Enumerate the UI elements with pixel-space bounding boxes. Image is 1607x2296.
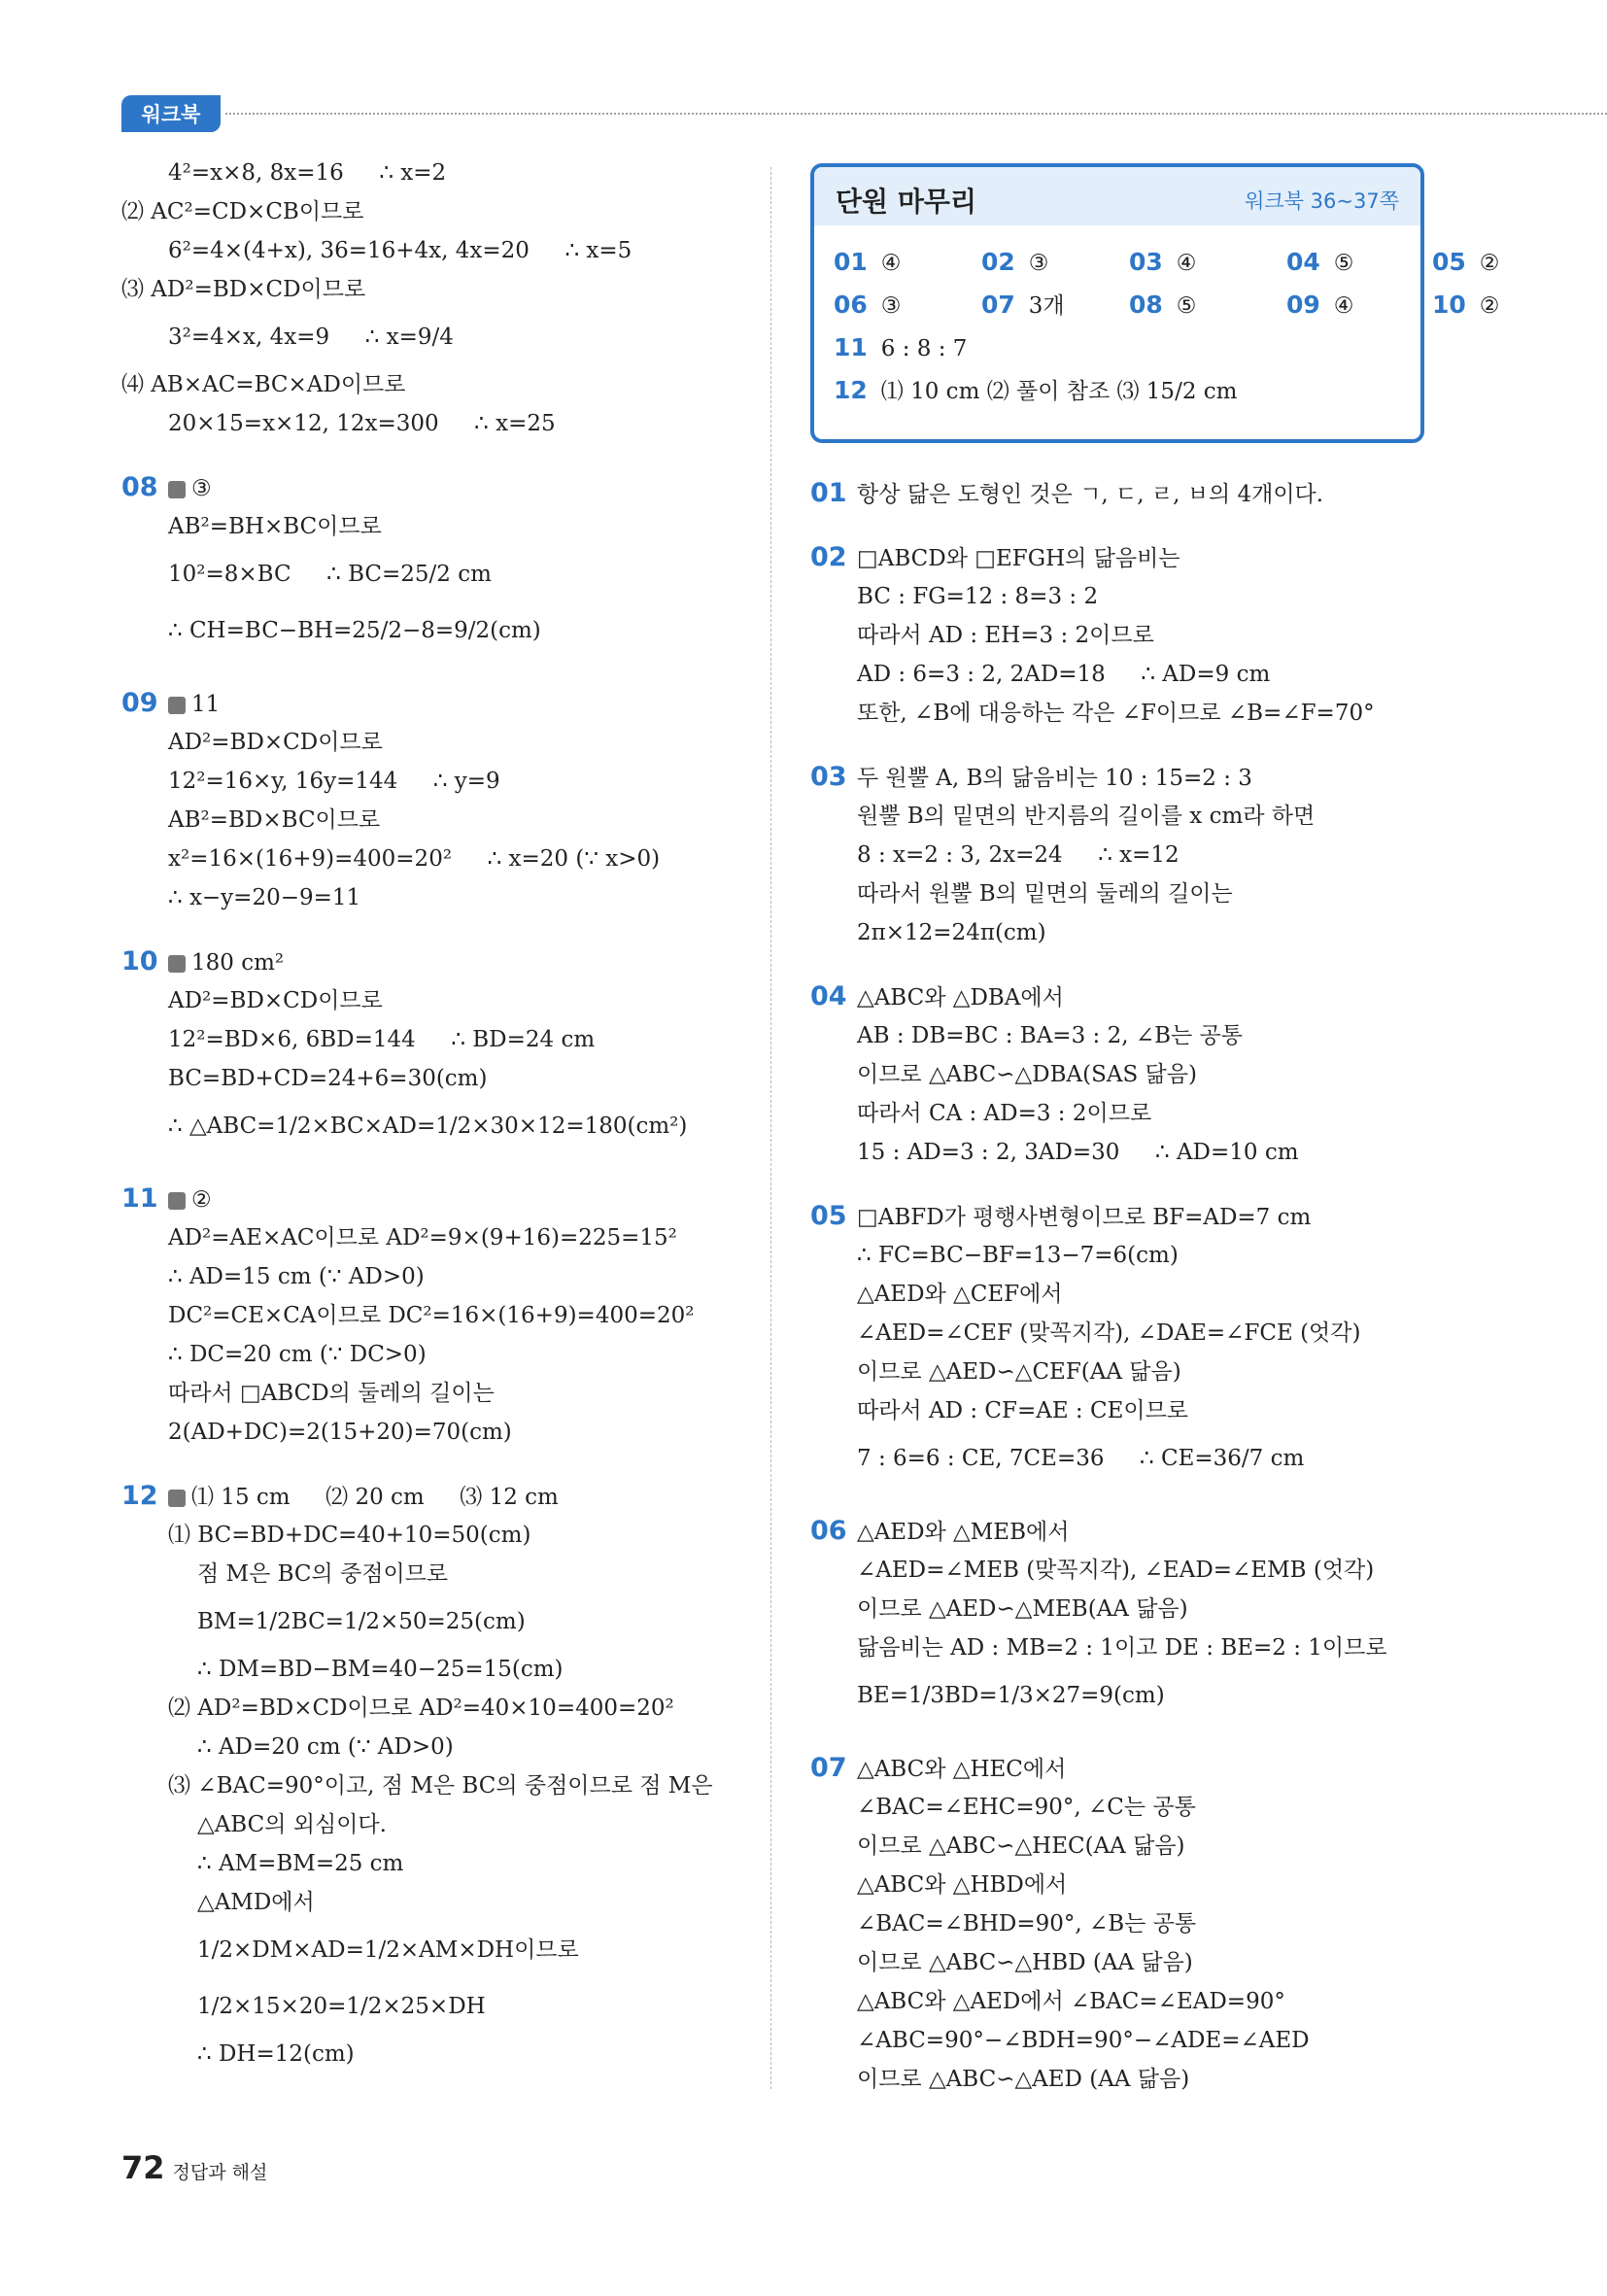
- problem-02: [810, 538, 1578, 577]
- answer-number: 06: [834, 291, 868, 319]
- answer-row: [834, 326, 1417, 369]
- solution-line: ⑶ ∠BAC=90°이고, 점 M은 BC의 중점이므로 점 M은: [168, 1773, 713, 1799]
- answer-number: 12: [834, 376, 868, 404]
- solution-line: AB : DB=BC : BA=3 : 2, ∠B는 공통: [857, 1023, 1243, 1048]
- solution-line: ∠AED=∠MEB (맞꼭지각), ∠EAD=∠EMB (엇각): [857, 1558, 1375, 1583]
- solution-text: △ABC와 △HEC에서: [857, 1757, 1067, 1782]
- footer-label: 정답과 해설: [172, 2162, 268, 2183]
- solution-text: □ABFD가 평행사변형이므로 BF=AD=7 cm: [857, 1205, 1312, 1230]
- answer-number: 10: [1432, 291, 1466, 319]
- answer-cell: [834, 241, 901, 285]
- solution-text: △AED와 △MEB에서: [857, 1520, 1070, 1545]
- solution-line: ∴ AD=15 cm (∵ AD>0): [168, 1264, 425, 1289]
- solution-line: AD²=AE×AC이므로 AD²=9×(9+16)=225=15²: [168, 1225, 677, 1251]
- solution-line: 닮음비는 AD : MB=2 : 1이고 DE : BE=2 : 1이므로: [857, 1635, 1387, 1661]
- problem-09: [121, 684, 763, 723]
- solution-line: BC : FG=12 : 8=3 : 2: [857, 584, 1099, 609]
- solution-line: 8 : x=2 : 3, 2x=24 ∴ x=12: [857, 842, 1180, 868]
- solution-text: 항상 닮은 도형인 것은 ㄱ, ㄷ, ㄹ, ㅂ의 4개이다.: [857, 482, 1324, 507]
- section-gap: [121, 917, 763, 942]
- section-gap: [810, 1172, 1578, 1197]
- solution-line: 따라서 AD : EH=3 : 2이므로: [857, 623, 1154, 648]
- answer-cell: [1129, 284, 1196, 327]
- top-divider: [225, 113, 1607, 115]
- solution-line: AB²=BH×BC이므로: [168, 514, 382, 539]
- problem-number: 02: [810, 542, 847, 572]
- problem-03: [810, 758, 1578, 797]
- solution-line: ∴ AD=20 cm (∵ AD>0): [197, 1734, 454, 1760]
- answer-number: 01: [834, 248, 868, 276]
- solution-line: 따라서 AD : CF=AE : CE이므로: [857, 1398, 1189, 1423]
- answer-number: 11: [834, 333, 868, 361]
- answer-choice: ④: [1176, 251, 1197, 276]
- answer-choice: ②: [1479, 293, 1500, 319]
- answer-value: ②: [191, 1187, 212, 1213]
- solution-line: 6²=4×(4+x), 36=16+4x, 4x=20 ∴ x=5: [168, 238, 633, 263]
- answer-value: ③: [191, 476, 212, 501]
- solution-line: ⑵ AD²=BD×CD이므로 AD²=40×10=400=20²: [168, 1696, 674, 1721]
- answer-icon: [168, 481, 186, 498]
- solution-line: ⑵ AC²=CD×CB이므로: [121, 199, 364, 224]
- solution-line: △AED와 △CEF에서: [857, 1282, 1063, 1307]
- solution-line: ∠AED=∠CEF (맞꼭지각), ∠DAE=∠FCE (엇각): [857, 1320, 1361, 1346]
- answer-row: [834, 241, 1500, 284]
- answer-choice: ③: [1028, 251, 1049, 276]
- answer-value: ⑴ 15 cm ⑵ 20 cm ⑶ 12 cm: [191, 1485, 559, 1510]
- answer-icon: [168, 1192, 186, 1210]
- answer-row: [834, 284, 1500, 326]
- answer-icon: [168, 1490, 186, 1507]
- solution-line: ∴ DM=BD−BM=40−25=15(cm): [197, 1657, 564, 1682]
- answer-cell: [834, 326, 967, 370]
- right-column: [810, 474, 1578, 2099]
- problem-number: 09: [121, 688, 158, 718]
- unit-review-title: 단원 마무리: [836, 186, 976, 218]
- problem-number: 01: [810, 478, 847, 508]
- problem-06: [810, 1512, 1578, 1551]
- solution-line: 원뿔 B의 밑면의 반지름의 길이를 x cm라 하면: [857, 804, 1316, 829]
- answer-choice: ⑤: [1333, 251, 1354, 276]
- solution-line: BM=1/2BC=1/2×50=25(cm): [197, 1609, 526, 1634]
- unit-review-header: [814, 167, 1420, 225]
- answer-choice: ⑴ 10 cm ⑵ 풀이 참조 ⑶ 15/2 cm: [880, 379, 1238, 404]
- solution-text: 두 원뿔 A, B의 닮음비는 10 : 15=2 : 3: [857, 766, 1252, 791]
- solution-line: 점 M은 BC의 중점이므로: [197, 1561, 449, 1587]
- solution-line: 2π×12=24π(cm): [857, 920, 1046, 945]
- answer-number: 09: [1286, 291, 1320, 319]
- solution-line: 이므로 △ABC∽△AED (AA 닮음): [857, 2067, 1190, 2092]
- answer-value: 180 cm²: [191, 950, 285, 976]
- answer-number: 08: [1129, 291, 1163, 319]
- problem-number: 07: [810, 1753, 847, 1783]
- answer-choice: ③: [880, 293, 902, 319]
- solution-text: □ABCD와 □EFGH의 닮음비는: [857, 546, 1180, 571]
- solution-line: 12²=BD×6, 6BD=144 ∴ BD=24 cm: [168, 1027, 596, 1052]
- answer-cell: [834, 284, 901, 327]
- answer-number: 04: [1286, 248, 1320, 276]
- page-footer: [121, 2149, 267, 2186]
- section-gap: [810, 513, 1578, 538]
- solution-line: 15 : AD=3 : 2, 3AD=30 ∴ AD=10 cm: [857, 1140, 1299, 1165]
- solution-line: 이므로 △ABC∽△DBA(SAS 닮음): [857, 1062, 1197, 1087]
- workbook-page-ref: 워크북 36~37쪽: [1245, 189, 1399, 213]
- solution-line: 따라서 □ABCD의 둘레의 길이는: [168, 1381, 495, 1406]
- answer-cell: [981, 284, 1065, 327]
- section-gap: [121, 1452, 763, 1477]
- solution-line: △AMD에서: [197, 1890, 315, 1915]
- answer-grid: [834, 241, 1500, 412]
- problem-number: 03: [810, 762, 847, 792]
- solution-line: 따라서 CA : AD=3 : 2이므로: [857, 1101, 1152, 1126]
- solution-line: 이므로 △AED∽△CEF(AA 닮음): [857, 1359, 1181, 1385]
- problem-number: 10: [121, 946, 158, 977]
- solution-line: ∴ FC=BC−BF=13−7=6(cm): [857, 1243, 1179, 1268]
- answer-value: 11: [191, 692, 221, 717]
- problem-number: 12: [121, 1481, 158, 1511]
- solution-line: 20×15=x×12, 12x=300 ∴ x=25: [168, 411, 556, 436]
- workbook-tag: 워크북: [121, 95, 221, 132]
- answer-cell: [1432, 284, 1499, 327]
- solution-line: △ABC와 △AED에서 ∠BAC=∠EAD=90°: [857, 1989, 1285, 2014]
- section-gap: [810, 733, 1578, 758]
- solution-line: 따라서 원뿔 B의 밑면의 둘레의 길이는: [857, 881, 1233, 907]
- answer-number: 02: [981, 248, 1015, 276]
- answer-choice: ②: [1479, 251, 1500, 276]
- answer-cell: [981, 241, 1048, 285]
- solution-line: ∴ AM=BM=25 cm: [197, 1851, 404, 1876]
- section-gap: [810, 1487, 1578, 1512]
- solution-line: ⑷ AB×AC=BC×AD이므로: [121, 372, 406, 397]
- solution-line: ⑶ AD²=BD×CD이므로: [121, 277, 366, 302]
- solution-line: 3²=4×x, 4x=9 ∴ x=9/4: [168, 325, 454, 350]
- solution-line: BC=BD+CD=24+6=30(cm): [168, 1066, 488, 1091]
- problem-number: 06: [810, 1516, 847, 1546]
- solution-line: 1/2×15×20=1/2×25×DH: [197, 1994, 486, 2019]
- solution-line: 이므로 △ABC∽△HBD (AA 닮음): [857, 1950, 1193, 1975]
- solution-line: ∠BAC=∠BHD=90°, ∠B는 공통: [857, 1911, 1197, 1936]
- section-gap: [121, 659, 763, 684]
- problem-number: 04: [810, 981, 847, 1011]
- solution-line: 이므로 △AED∽△MEB(AA 닮음): [857, 1596, 1188, 1622]
- problem-08: [121, 468, 763, 507]
- problem-number: 11: [121, 1183, 158, 1214]
- section-gap: [121, 443, 763, 468]
- solution-line: DC²=CE×CA이므로 DC²=16×(16+9)=400=20²: [168, 1303, 695, 1328]
- answer-choice: ④: [1333, 293, 1354, 319]
- answer-choice: ⑤: [1176, 293, 1197, 319]
- problem-05: [810, 1197, 1578, 1236]
- answer-choice: ④: [880, 251, 902, 276]
- section-gap: [121, 1154, 763, 1180]
- solution-line: 4²=x×8, 8x=16 ∴ x=2: [168, 160, 447, 186]
- column-divider: [770, 167, 771, 2089]
- solution-line: 10²=8×BC ∴ BC=25/2 cm: [168, 562, 492, 587]
- solution-line: 2(AD+DC)=2(15+20)=70(cm): [168, 1420, 512, 1445]
- solution-line: 1/2×DM×AD=1/2×AM×DH이므로: [197, 1937, 579, 1963]
- answer-number: 03: [1129, 248, 1163, 276]
- answer-row: [834, 369, 1417, 412]
- left-column: [121, 154, 763, 2073]
- section-gap: [810, 1724, 1578, 1749]
- solution-line: 7 : 6=6 : CE, 7CE=36 ∴ CE=36/7 cm: [857, 1446, 1305, 1471]
- answer-cell: [1286, 284, 1353, 327]
- problem-04: [810, 977, 1578, 1016]
- problem-01: [810, 474, 1578, 513]
- problem-11: [121, 1180, 763, 1218]
- answer-choice: 6 : 8 : 7: [880, 336, 968, 361]
- problem-10: [121, 942, 763, 981]
- solution-line: BE=1/3BD=1/3×27=9(cm): [857, 1683, 1165, 1708]
- problem-number: 08: [121, 472, 158, 502]
- solution-line: ∠BAC=∠EHC=90°, ∠C는 공통: [857, 1795, 1196, 1820]
- answer-choice: 3개: [1028, 293, 1065, 319]
- solution-line: AB²=BD×BC이므로: [168, 807, 381, 833]
- problem-number: 05: [810, 1201, 847, 1231]
- solution-line: ∠ABC=90°−∠BDH=90°−∠ADE=∠AED: [857, 2028, 1310, 2053]
- solution-line: ∴ DC=20 cm (∵ DC>0): [168, 1342, 427, 1367]
- solution-line: ∴ DH=12(cm): [197, 2041, 355, 2067]
- solution-line: △ABC와 △HBD에서: [857, 1872, 1068, 1898]
- solution-line: 12²=16×y, 16y=144 ∴ y=9: [168, 769, 500, 794]
- solution-line: x²=16×(16+9)=400=20² ∴ x=20 (∵ x>0): [168, 846, 661, 872]
- answer-number: 07: [981, 291, 1015, 319]
- solution-line: AD : 6=3 : 2, 2AD=18 ∴ AD=9 cm: [857, 662, 1271, 687]
- solution-line: ∴ x−y=20−9=11: [168, 885, 361, 910]
- solution-line: ∴ △ABC=1/2×BC×AD=1/2×30×12=180(cm²): [168, 1114, 688, 1139]
- answer-icon: [168, 955, 186, 973]
- unit-review-box: [810, 163, 1500, 443]
- answer-cell: [1129, 241, 1196, 285]
- answer-icon: [168, 697, 186, 714]
- solution-line: ∴ CH=BC−BH=25/2−8=9/2(cm): [168, 618, 541, 643]
- solution-line: 또한, ∠B에 대응하는 각은 ∠F이므로 ∠B=∠F=70°: [857, 701, 1375, 726]
- page-number: 72: [121, 2149, 165, 2186]
- answer-cell: [1432, 241, 1499, 285]
- answer-cell: [834, 369, 1237, 413]
- solution-text: △ABC와 △DBA에서: [857, 985, 1064, 1011]
- solution-line: △ABC의 외심이다.: [197, 1812, 387, 1837]
- answer-number: 05: [1432, 248, 1466, 276]
- solution-line: ⑴ BC=BD+DC=40+10=50(cm): [168, 1523, 531, 1548]
- problem-07: [810, 1749, 1578, 1788]
- solution-line: AD²=BD×CD이므로: [168, 988, 383, 1013]
- solution-line: 이므로 △ABC∽△HEC(AA 닮음): [857, 1833, 1185, 1859]
- problem-12: [121, 1477, 763, 1516]
- solution-line: AD²=BD×CD이므로: [168, 730, 383, 755]
- section-gap: [810, 952, 1578, 977]
- answer-cell: [1286, 241, 1353, 285]
